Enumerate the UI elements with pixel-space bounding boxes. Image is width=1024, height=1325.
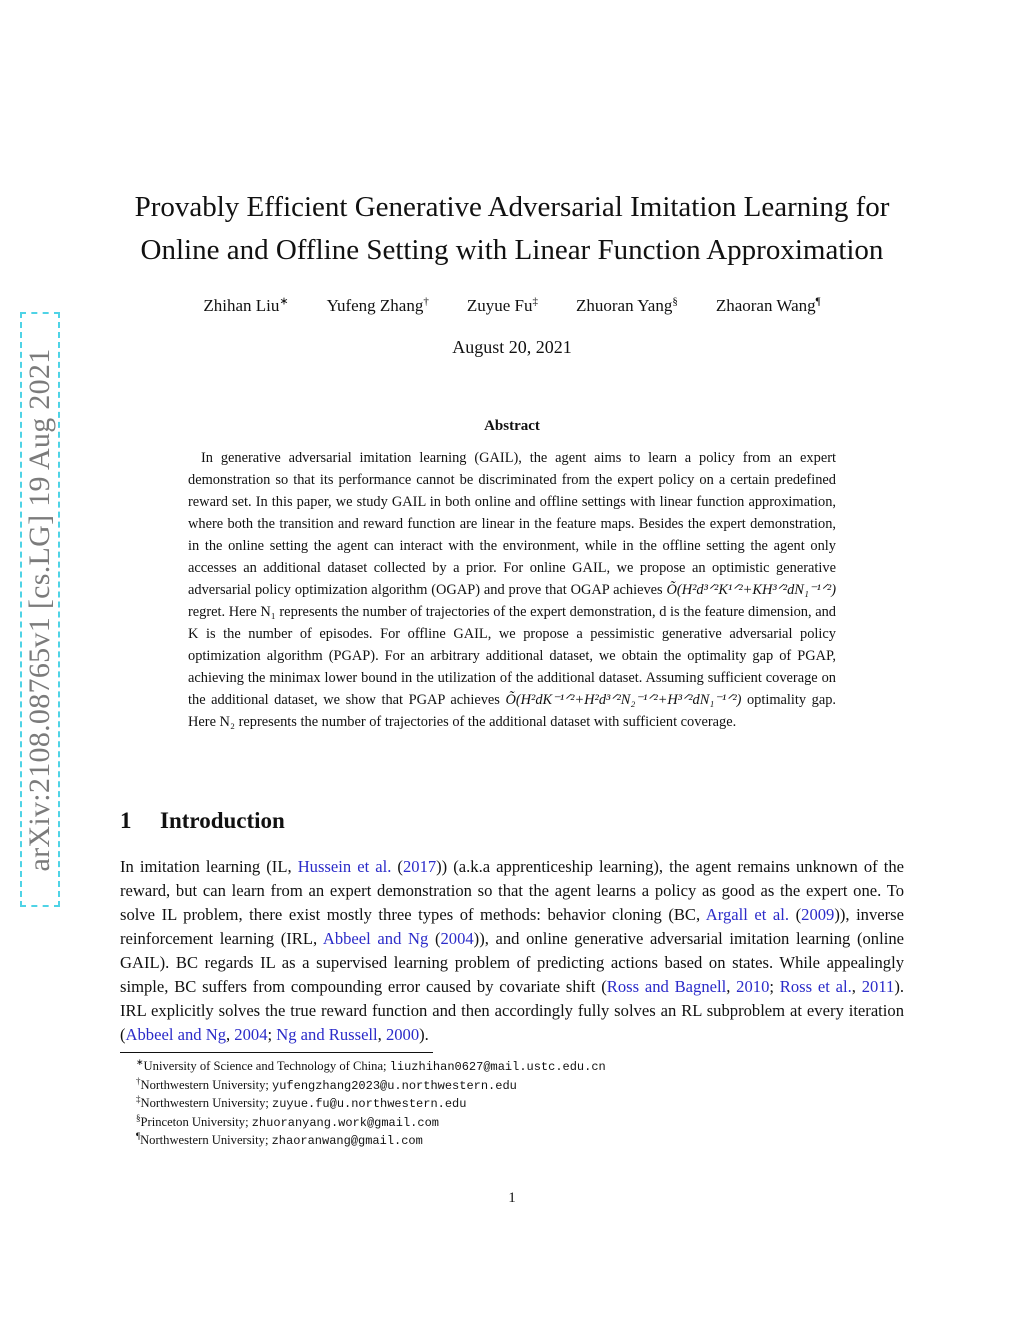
footnote: ¶Northwestern University; zhaoranwang@gmail.com	[136, 1130, 423, 1148]
citation-link[interactable]: Abbeel and Ng	[125, 1025, 226, 1044]
abstract-heading: Abstract	[484, 418, 540, 434]
email-address: zhuoranyang.work@gmail.com	[251, 1115, 439, 1130]
author-list	[120, 296, 904, 316]
author: Zhaoran Wang¶	[715, 295, 821, 315]
publication-date: August 20, 2021	[452, 337, 572, 357]
citation-link[interactable]: Ng and Russell	[276, 1025, 378, 1044]
footnotes	[120, 1058, 904, 1151]
author: Zhuoran Yang§	[576, 295, 678, 315]
citation-link[interactable]: 2017	[402, 857, 437, 876]
citation-link[interactable]: Hussein et al.	[297, 857, 392, 876]
page-number: 1	[508, 1190, 516, 1206]
email-address: liuzhihan0627@mail.ustc.edu.cn	[389, 1060, 606, 1074]
author: Yufeng Zhang†	[326, 295, 429, 315]
author: Zhihan Liu∗	[203, 295, 289, 315]
regret-bound: Õ(H²d³ᐟ²K¹ᐟ²+KH³ᐟ²dN₁⁻¹ᐟ²)	[666, 582, 836, 598]
abstract-body: In generative adversarial imitation learning (GAIL), the agent aims to learn a policy from an expert demonstration so that its performance cannot be discriminated from the expert policy on a certain predefined reward set. In this paper, we study GAIL in both online and offline settings with linear function approximation, where both the transition and reward function are linear in the feature maps. Besides the expert demonstration, in the online setting the agent can interact with the environment, while in the offline setting the agent only accesses an additional dataset collected by a prior. For online GAIL, we propose an optimistic generative adversarial policy optimization algorithm (OGAP) and prove that OGAP achieves Õ(H²d³ᐟ²K¹ᐟ²+KH³ᐟ²dN₁⁻¹ᐟ²) regret. Here N₁ represents the number of trajectories of the expert demonstration, d is the feature dimension, and K is the number of episodes. For offline GAIL, we propose a pessimistic generative adversarial policy optimization algorithm (PGAP). For an arbitrary additional dataset, we obtain the optimality gap of PGAP, achieving the minimax lower bound in the utilization of the additional dataset. Assuming sufficient coverage on the additional dataset, we show that PGAP achieves Õ(H²dK⁻¹ᐟ²+H²d³ᐟ²N₂⁻¹ᐟ²+H³ᐟ²dN₁⁻¹ᐟ²) optimality gap. Here N₂ represents the number of trajectories of the additional dataset with sufficient coverage.	[188, 450, 837, 730]
footnote: †Northwestern University; yufengzhang2023@u.northwestern.edu	[136, 1075, 517, 1093]
footnote: ‡Northwestern University; zuyue.fu@u.northwestern.edu	[136, 1093, 467, 1111]
intro-paragraph: In imitation learning (IL, Hussein et al. (2017)) (a.k.a apprenticeship learning), the agent remains unknown of the reward, but can learn from an expert demonstration so that the agent learns a policy as good as the expert one. To solve IL problem, there exist mostly three types of methods: behavior cloning (BC, Argall et al. (2009)), inverse reinforcement learning (IRL, Abbeel and Ng (2004)), and online generative adversarial imitation learning (online GAIL). BC regards IL as a supervised learning problem of predicting actions based on states. While appealingly simple, BC suffers from compounding error caused by covariate shift (Ross and Bagnell, 2010; Ross et al., 2011). IRL explicitly solves the true reward function and then accordingly fully solves an RL subproblem at every iteration (Abbeel and Ng, 2004; Ng and Russell, 2000).	[120, 857, 904, 1044]
email-address: zuyue.fu@u.northwestern.edu	[272, 1097, 467, 1111]
arxiv-stamp	[20, 312, 60, 907]
title-line-1: Provably Efficient Generative Adversarial Imitation Learning for	[134, 191, 890, 223]
citation-link[interactable]: Ross and Bagnell	[606, 977, 727, 996]
section-title: Introduction	[160, 808, 285, 833]
footnote: ∗University of Science and Technology of China; liuzhihan0627@mail.ustc.edu.cn	[136, 1056, 606, 1074]
citation-link[interactable]: 2009	[801, 905, 835, 924]
email-address: yufengzhang2023@u.northwestern.edu	[272, 1078, 517, 1093]
citation-link[interactable]: Argall et al.	[705, 905, 790, 924]
footnote: §Princeton University; zhuoranyang.work@gmail.com	[136, 1112, 439, 1130]
citation-link[interactable]: 2004	[234, 1025, 268, 1044]
optimality-gap-bound: Õ(H²dK⁻¹ᐟ²+H²d³ᐟ²N₂⁻¹ᐟ²+H³ᐟ²dN₁⁻¹ᐟ²)	[505, 692, 742, 708]
citation-link[interactable]: 2011	[861, 977, 895, 996]
citation-link[interactable]: 2004	[440, 929, 474, 948]
footnote-divider	[120, 1052, 433, 1053]
citation-link[interactable]: 2010	[736, 977, 770, 996]
citation-link[interactable]: Abbeel and Ng	[322, 929, 429, 948]
citation-link[interactable]: 2000	[385, 1025, 420, 1044]
email-address: zhaoranwang@gmail.com	[271, 1134, 423, 1148]
arxiv-id: arXiv:2108.08765v1 [cs.LG] 19 Aug 2021	[23, 347, 56, 872]
section-number: 1	[120, 808, 132, 833]
title-line-2: Online and Offline Setting with Linear Function Approximation	[140, 234, 884, 266]
citation-link[interactable]: Ross et al.	[779, 977, 852, 996]
paper-title	[120, 186, 904, 272]
section-heading	[120, 808, 285, 834]
author: Zuyue Fu‡	[466, 295, 538, 315]
